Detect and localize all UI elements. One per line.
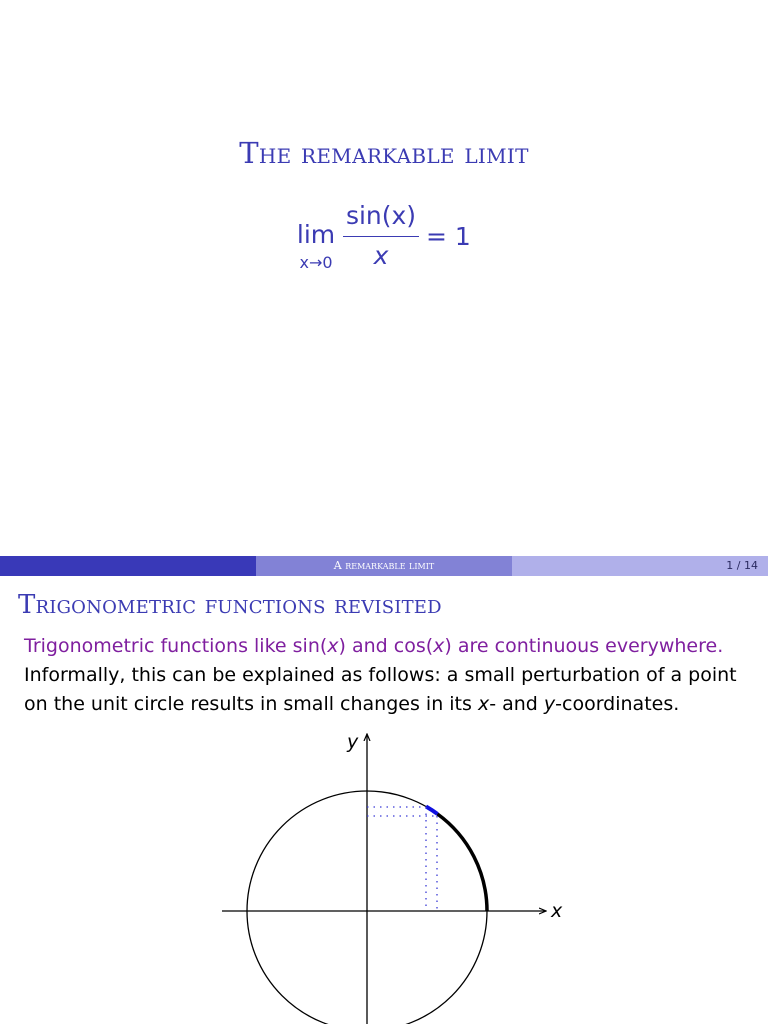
perturbation-arc [426, 807, 438, 815]
text-run: on the unit circle results in small changes in its [24, 693, 478, 715]
arc-highlight [438, 814, 488, 911]
text-run: ) are continuous everywhere. [444, 635, 724, 657]
page-number: 1 / 14 [726, 559, 758, 572]
fraction [343, 200, 419, 271]
limit-operator [291, 220, 341, 273]
math-var: x [327, 635, 339, 657]
x-axis-label: x [551, 900, 563, 922]
unit-circle-figure [0, 576, 768, 1024]
slide-2 [0, 576, 768, 1024]
lim-word: lim [296, 220, 336, 249]
math-var: x [477, 693, 490, 715]
fraction-denominator: x [373, 241, 389, 270]
math-var: y [543, 693, 556, 715]
footer-bar [0, 556, 768, 576]
slide-1-title: The remarkable limit [239, 136, 529, 170]
slide-2-title: Trigonometric functions revisited [18, 590, 442, 620]
footer-right-segment [512, 556, 768, 576]
equals-one: = 1 [426, 222, 471, 251]
fraction-numerator: sin(x) [345, 201, 417, 230]
explanation-line-1: Informally, this can be explained as follows: a small perturbation of a point [24, 664, 737, 686]
text-run: -coordinates. [555, 693, 680, 715]
lim-subscript: x→0 [299, 253, 333, 272]
footer-left-segment [0, 556, 256, 576]
limit-formula [0, 196, 768, 286]
text-run: ) and cos( [338, 635, 434, 657]
footer-title: A remarkable limit [333, 559, 435, 572]
fraction-bar [343, 236, 419, 237]
footer-center-segment [256, 556, 512, 576]
text-run: - and [489, 693, 544, 715]
math-var: x [433, 635, 445, 657]
text-run: Trigonometric functions like sin( [24, 635, 328, 657]
y-axis-label: y [347, 731, 359, 753]
